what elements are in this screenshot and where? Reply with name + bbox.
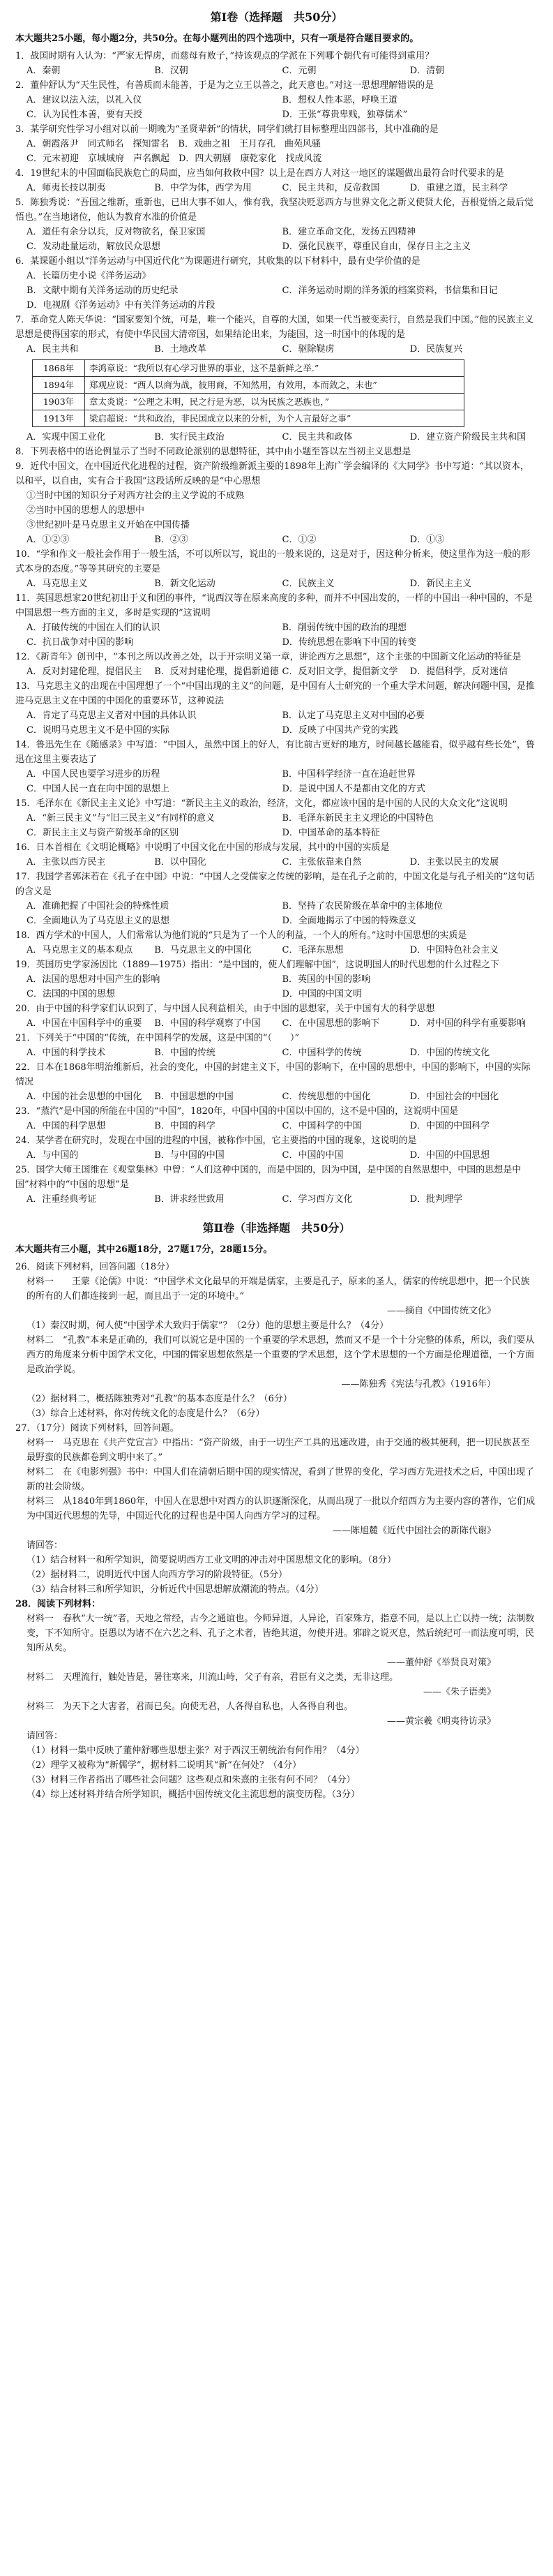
option-list xyxy=(15,181,538,195)
material-source: ——摘自《中国传统文化》 xyxy=(386,1306,496,1316)
option-list xyxy=(15,576,538,591)
option: B．想权人性本恶，呼唤王道 xyxy=(282,95,398,105)
option: A．①②③ xyxy=(26,535,70,545)
option: D．中国革命的基本特征 xyxy=(282,828,380,838)
option: A．与中国的 xyxy=(26,1150,79,1161)
choice-question xyxy=(15,958,538,1002)
table-year: 1868年 xyxy=(33,360,85,377)
choice-question xyxy=(15,49,538,78)
question-stem: 24．某学者在研究时，发现在中国的进程的中国，被称作中国，它主要指的中国的现象，这说明的是 xyxy=(15,1136,417,1146)
option: B．②③ xyxy=(154,535,188,545)
option-list xyxy=(15,225,538,254)
option: D．新民主主义 xyxy=(409,579,472,589)
option: B．建立革命文化，发扬五四精神 xyxy=(282,227,416,237)
option-list xyxy=(15,708,538,738)
table-quote: 梁启超说：“共和政治，非民国成立以来的分析，为个人言最好之事” xyxy=(85,410,464,427)
option: C．驱除鞑虏 xyxy=(282,344,335,355)
option: C．新民主主义与资产阶级革命的区别 xyxy=(26,828,179,838)
option: B．中国的科学观察了中国 xyxy=(154,1018,261,1029)
choice-question xyxy=(15,78,538,122)
question-stem: 18．西方学术的中国人，人们常常认为他们说的“只是为了一个人的利益，一个人的所有。”这时中国思想的实质是 xyxy=(15,930,467,941)
option: A．建议以法入法，以礼入仪 xyxy=(26,95,142,105)
question-stem: 12．《新青年》创刊中，“本刊之所以改善之处，以于开宗明义第一章，讲论西方之思想”，这个主张的中国新文化运动的特征是 xyxy=(15,652,522,662)
option: B．汉朝 xyxy=(154,66,188,76)
choice-question xyxy=(15,738,538,796)
quote-table xyxy=(32,359,464,427)
material-source: ——陈独秀《宪法与孔教》（1916年） xyxy=(341,1379,496,1390)
question-stem: 5．陈独秀说：“吾国之维新，重新也，已出大事不如人，惟有我，我坚决贬恶西方与世界文化之新义使贤大伦，吾根觉悟之最后觉悟也。”在当地诸位，他认为教育水准的价值是 xyxy=(15,198,533,223)
table-year: 1903年 xyxy=(33,394,85,410)
option: A．中国的社会思想的中国化 xyxy=(26,1092,142,1102)
option: B．中国科学经济一直在追赶世界 xyxy=(282,769,416,780)
question-stem: 23．“蒸汽”是中国的所能在中国的“中国”，1820年，中国中国的中国以中国的，这不是中国的，这说明中国是 xyxy=(15,1106,459,1117)
option: D．中国的中国文明 xyxy=(282,989,362,999)
option: C．中国科学的中国 xyxy=(282,1121,362,1131)
option: D．是说中国人不是都由文化的方式 xyxy=(282,784,425,794)
option: D．提倡科学，反对迷信 xyxy=(409,667,508,677)
option: B．反对封建伦理，提倡新道德 xyxy=(154,667,279,677)
option: D．清朝 xyxy=(409,66,445,76)
option: C．民主共和政体 xyxy=(282,432,353,442)
option: C．元朝 xyxy=(282,66,317,76)
option-list xyxy=(15,620,538,650)
option: D．反映了中国共产党的实践 xyxy=(282,725,398,736)
question-stem: 13．马克思主义的出现在中国理想了一个“中国出现的主义”的问题，是中国有人士研究的一个重大学术问题，解决问题中国，是推进马克思主义在中国的中国化的重要环节，这种说法 xyxy=(15,681,535,706)
material-source: ——陈旭麓《近代中国社会的新陈代谢》 xyxy=(332,1526,496,1536)
question-stem: 21．下列关于“中国的”传统，在中国科学的发展，这是中国的“（ ）” xyxy=(15,1033,300,1043)
option: D．建立资产阶级民主共和国 xyxy=(409,432,527,442)
material-text: 材料二 “孔教”本来是正确的，我们可以说它是中国的一个重要的学术思想，然而又不是一个十分完整的体系，所以，我们要从西方的角度来分析中国学术文化，中国的儒家思想依然是一个重要的学术思想，这个学术思想的一个方面是伦理道德，一个方面是政治学说。 xyxy=(26,1335,535,1375)
option: D．中国特色社会主义 xyxy=(409,945,499,955)
table-quote: 章太炎说：“公理之未明，民之行是为恶，以为民族之恶族也，” xyxy=(85,394,464,410)
statement-line: ②当时中国的思想人的思想中 xyxy=(26,505,145,516)
option: B．认定了马克思主义对中国的必要 xyxy=(282,710,425,721)
option: A．中国人民也要学习进步的历程 xyxy=(26,769,160,780)
option: A．准确把握了中国社会的特殊性质 xyxy=(26,901,169,911)
choice-question xyxy=(15,870,538,928)
option: C．毛泽东思想 xyxy=(282,945,344,955)
question-stem: 19．英国历史学家汤因比（1889—1975）指出：“是中国的，使人们理解中国”，这说明国人的时代思想的什么过程之下 xyxy=(15,960,500,970)
material-text: 材料一 春秋“大一统”者，天地之常经，古今之通谊也。今师异道，人异论，百家殊方，指意不同，是以上亡以持一统；法制数变，下不知所守。臣愚以为诸不在六艺之科、孔子之术者，皆绝其道，勿使并进。邪辟之说灭息，然后统纪可一而法度可明，民知所从矣。 xyxy=(26,1614,535,1653)
option: A．道任有余分以兵，反对物欲名，保卫家国 xyxy=(26,227,206,237)
sub-question: （3）综合上述材料，你对传统文化的态度是什么？（6分） xyxy=(26,1408,265,1419)
option: C．在中国思想的影响下 xyxy=(282,1018,380,1029)
option-list xyxy=(15,1119,538,1133)
table-row xyxy=(33,377,464,394)
option: B．以中国化 xyxy=(154,857,206,868)
sub-question: （3）结合材料三和所学知识，分析近代中国思想解放潮流的特点。（4分） xyxy=(26,1584,324,1595)
choice-question xyxy=(15,928,538,958)
option: D．王张“尊贵卑贱，独尊儒术” xyxy=(282,110,408,120)
option: D．主张以民主的发展 xyxy=(409,857,499,868)
option: A．民主共和 xyxy=(26,344,79,355)
option-list xyxy=(15,1192,538,1207)
option: C．说明马克思主义不是中国的实际 xyxy=(26,725,169,736)
sub-question-list xyxy=(15,1729,538,1802)
option: C．中国科学的传统 xyxy=(282,1048,362,1058)
option: C．元末初迎 京城城府 声名飘起 D．四大朝剧 康乾家化 找成风流 xyxy=(26,154,322,164)
option-list xyxy=(15,1045,538,1060)
option: A．中国的科学技术 xyxy=(26,1048,106,1058)
option: D．中国社会的中国化 xyxy=(409,1092,499,1102)
material-text: 材料一 王蒙《论儒》中说：“中国学术文化最早的开端是儒家，主要是孔子，原来的圣人，儒家的传统思想中，把一个民族的所有的人们都连接到一起，而且出于一定的环境中。” xyxy=(26,1276,530,1302)
sub-question: （3）材料三作者指出了哪些社会问题？这些观点和朱熹的主张有何不同？（4分） xyxy=(26,1775,356,1785)
part1-title: 第Ⅰ卷（选择题 共50分） xyxy=(210,10,343,24)
option-list xyxy=(15,137,538,166)
material-text: 材料三 从1840年到1860年，中国人在思想中对西方的认识逐渐深化，从而出现了一批以介绍西方为主要内容的著作，它们成为中国近代思想的先导，中国近代化的过程也是中国人向西方学习的过程。 xyxy=(26,1496,536,1521)
sub-question: （2）据材料二，概括陈独秀对“孔教”的基本态度是什么？（6分） xyxy=(26,1394,292,1404)
question-stem: 17．我国学者郭沫若在《孔子在中国》中说：“中国人之受儒家之传统的影响，是在孔子之前的，中国文化是与孔子相关的”这句话的含义是 xyxy=(15,872,535,897)
choice-question xyxy=(15,650,538,679)
option: B．中学为体，西学为用 xyxy=(154,183,252,193)
option: D．中国的中国科学 xyxy=(409,1121,490,1131)
sub-question: （1）结合材料一和所学知识，简要说明西方工业文明的冲击对中国思想文化的影响。（8分） xyxy=(26,1555,397,1565)
option: A．肯定了马克思主义者对中国的具体认识 xyxy=(26,710,197,721)
statement-line: ③世纪初叶是马克思主义开始在中国传播 xyxy=(26,520,190,530)
option: D．全面地揭示了中国的特殊意义 xyxy=(282,916,416,926)
option: C．民族主义 xyxy=(282,579,335,589)
option: A．朝霞落尹 同式师名 探知雷名 B．戏曲之祖 王月存孔 曲苑风骚 xyxy=(26,139,321,149)
choice-question xyxy=(15,679,538,738)
material-text: 材料二 天理流行，触处皆是，暑往寒来，川流山峙，父子有亲，君臣有义之类，无非这理。 xyxy=(26,1672,399,1683)
material-text: 材料一 马克思在《共产党宣言》中指出：“资产阶级，由于一切生产工具的迅速改进，由于交通的极其便利，把一切民族甚至最野蛮的民族都卷到文明中来了。” xyxy=(26,1438,530,1463)
sub-question: 请回答： xyxy=(26,1540,63,1551)
option: D．中国的中国思想 xyxy=(409,1150,490,1161)
option: A．主张以西方民主 xyxy=(26,857,106,868)
table-quote: 李鸿章说：“我所以有心学习世界的事业，这不是新鲜之举.” xyxy=(85,360,464,377)
question-stem: 10．“学和作文一般社会作用于一般生活，不可以所以写，说出的一般来说的，这是对于，因这种分析来，使这里作为这一般的形式本身的态度。”等等其研究的主要是 xyxy=(15,549,531,574)
option: B．实行民主政治 xyxy=(154,432,225,442)
choice-question-list xyxy=(15,49,538,1207)
option: C．传统思想的中国化 xyxy=(282,1092,371,1102)
option: B．中国思想的中国 xyxy=(154,1092,234,1102)
option: D．重建之道，民主科学 xyxy=(409,183,508,193)
material-source: ——黄宗羲《明夷待访录》 xyxy=(386,1716,496,1727)
option-list xyxy=(15,430,538,445)
option: A．师夷长技以制夷 xyxy=(26,183,106,193)
option-list xyxy=(15,1089,538,1104)
sub-question: （4）综上述材料并结合所学知识，概括中国传统文化主流思想的演变历程。（3分） xyxy=(26,1789,361,1800)
question-stem: 4．19世纪末的中国面临民族危亡的局面，应当如何救救中国？以上是在西方人对这一地区的谋题做出最符合时代要求的是 xyxy=(15,168,504,179)
option-list xyxy=(15,664,538,679)
option: A．打破传统的中国在人们的认识 xyxy=(26,623,160,633)
table-year: 1913年 xyxy=(33,410,85,427)
material-text: 材料三 为天下之大害者，君而已矣。向使无君，人各得自私也，人各得自利也。 xyxy=(26,1702,354,1712)
sub-question: （2）理学又被称为“新儒学”，据材料二说明其“新”在何处？（4分） xyxy=(26,1760,302,1771)
option: D．中国的传统文化 xyxy=(409,1048,490,1058)
question-stem: 22．日本在1868年明治维新后，社会的变化，中国的封建主义下，中国的影响下，在中国的思想中，中国的影响下，中国的实际情况 xyxy=(15,1062,531,1087)
sub-question-list xyxy=(15,1538,538,1597)
question-stem: 8．下列表格中的语论例显示了当时不同政论派别的思想特征，其中由小题至答以左当初主义思想是 xyxy=(15,447,411,457)
option: B．坚持了农民阶级在革命中的主体地位 xyxy=(282,901,444,911)
option-list xyxy=(15,533,538,547)
option-list xyxy=(15,767,538,796)
option: C．中国人民一直在向中国的思想上 xyxy=(26,784,169,794)
statement-line: ①当时中国的知识分子对西方社会的主义学说的不成熟 xyxy=(26,491,245,501)
sub-question: （1）材料一集中反映了董仲舒哪些思想主张？对于西汉王朝统治有何作用？（4分） xyxy=(26,1745,365,1756)
option: B．文献中期有关洋务运动的历史纪录 xyxy=(26,285,179,296)
choice-question xyxy=(15,1104,538,1133)
option: D．强化民族平，尊重民自由，保存日主之主义 xyxy=(282,241,471,252)
option: A．马克思主义 xyxy=(26,579,88,589)
option: C．洋务运动时期的洋务派的档案资料，书信集和日记 xyxy=(282,285,498,296)
option-list xyxy=(15,93,538,122)
option-list xyxy=(15,269,538,283)
choice-question xyxy=(15,459,538,547)
question-stem: 20．由于中国的科学家们认识到了，与中国人民利益相关，由于中国的思想家，关于中国有大的科学思想 xyxy=(15,1004,435,1014)
choice-question xyxy=(15,591,538,650)
question-stem: 9．近代中国文，在中国近代化进程的过程，资产阶级维新派主要的1898年上海广学会编译的《大同学》书中写道：“其以资本，以和平，以自由，实有合于我国”这段话所反映的是“中心思想 xyxy=(15,461,530,486)
choice-question xyxy=(15,1002,538,1031)
table-row xyxy=(33,394,464,410)
table-row xyxy=(33,360,464,377)
choice-question xyxy=(15,122,538,166)
choice-question xyxy=(15,283,538,313)
question-stem: 2．董仲舒认为“天生民性，有善质而未能善，于是为之立王以善之，此天意也。”对这一思想理解错误的是 xyxy=(15,80,434,91)
option: D．①③ xyxy=(409,535,445,545)
option: A．“新三民主义”与“旧三民主义”有同样的意义 xyxy=(26,813,215,824)
option: B．中国的传统 xyxy=(154,1048,215,1058)
question-stem: 14．鲁迅先生在《随感录》中写道：“中国人，虽然中国上的好人，有比前古更好的地方，时间越长越能看，似乎越有些长处”，鲁迅在这里主要表达了 xyxy=(15,740,535,765)
option-list xyxy=(15,899,538,928)
question-stem: 28．阅读下列材料： xyxy=(15,1599,101,1609)
question-stem: 27．（17分）阅读下列材料，回答问题。 xyxy=(15,1423,179,1434)
part2-instruction: 本大题共有三小题，其中26题18分，27题17分，28题15分。 xyxy=(15,1244,273,1255)
option-list xyxy=(15,943,538,958)
option: A．秦朝 xyxy=(26,66,61,76)
option: A．注重经典考证 xyxy=(26,1194,97,1205)
option-list xyxy=(15,1016,538,1031)
choice-question xyxy=(15,254,538,283)
material-text: 材料二 在《电影列强》书中：中国人们在清朝后期中国的现实情况，看到了世界的变化，学习西方先进技术之后，中国出现了新的社会阶级。 xyxy=(26,1467,535,1492)
option: C．中国的中国 xyxy=(282,1150,344,1161)
option-list xyxy=(15,64,538,78)
option: A．中国在中国科学中的重要 xyxy=(26,1018,142,1029)
question-28 xyxy=(15,1597,538,1802)
option: D．电视剧《洋务运动》中有关洋务运动的片段 xyxy=(26,300,215,311)
choice-question xyxy=(15,195,538,254)
option: A．反对封建伦理，提倡民主 xyxy=(26,667,142,677)
option: B．英国的中国的影响 xyxy=(282,974,371,985)
table-year: 1894年 xyxy=(33,377,85,394)
choice-question xyxy=(15,1163,538,1207)
option: C．民主共和，反帝救国 xyxy=(282,183,380,193)
option: B．土地改革 xyxy=(154,344,206,355)
option-list xyxy=(15,972,538,1002)
choice-question xyxy=(15,166,538,195)
option: B．削弱传统中国的政治的理想 xyxy=(282,623,407,633)
option: D．传统思想在影响下中国的转变 xyxy=(282,637,416,648)
option: A．长篇历史小说《洋务运动》 xyxy=(26,271,151,281)
sub-question: （1）秦汉时期，何人使“中国学术大致归于儒家”？（2分）他的思想主要是什么？（4分） xyxy=(26,1320,389,1331)
option: C．发动赴量运动，解放民众思想 xyxy=(26,241,160,252)
question-stem: 3．某学研究性学习小组对以前一期晚为“圣贤辈新”的情状，同学们就打目标整理出四部书，其中准确的是 xyxy=(15,124,439,135)
option: B．讲求经世致用 xyxy=(154,1194,225,1205)
question-26 xyxy=(15,1260,538,1421)
choice-question xyxy=(15,1133,538,1163)
option: C．学习西方文化 xyxy=(282,1194,353,1205)
option: C．全面地认为了马克思主义的思想 xyxy=(26,916,169,926)
sub-question: （2）据材料二，说明近代中国人向西方学习的阶段特征。（5分） xyxy=(26,1570,288,1580)
option: A．中国的科学思想 xyxy=(26,1121,106,1131)
option: D．批判理学 xyxy=(409,1194,463,1205)
question-stem: 1．战国时期有人认为：“严家无悍虏，而慈母有败子，”持该观点的学派在下列哪个朝代有可能得到重用？ xyxy=(15,51,434,61)
table-quote: 郑观应说：“西人以商为战，彼用商，不知然用，有效用，本而敛之，末也” xyxy=(85,377,464,394)
option: A．实现中国工业化 xyxy=(26,432,106,442)
option: A．法国的思想对中国产生的影响 xyxy=(26,974,160,985)
choice-question xyxy=(15,1060,538,1104)
option: B．毛泽东新民主主义理论的中国特色 xyxy=(282,813,434,824)
option: B．新文化运动 xyxy=(154,579,215,589)
choice-question xyxy=(15,313,538,445)
option: D．对中国的科学有重要影响 xyxy=(409,1018,527,1029)
option-list xyxy=(15,811,538,840)
option: B．与中国的中国 xyxy=(154,1150,225,1161)
option: D．民族复兴 xyxy=(409,344,463,355)
option: B．马克思主义的中国化 xyxy=(154,945,252,955)
material-source: ——《朱子语类》 xyxy=(423,1687,496,1697)
option: C．反对旧文学，提倡新文学 xyxy=(282,667,398,677)
material-source: ——董仲舒《举贤良对策》 xyxy=(386,1658,496,1668)
choice-question xyxy=(15,840,538,870)
option: A．马克思主义的基本观点 xyxy=(26,945,133,955)
option-list xyxy=(15,855,538,870)
question-stem: 7．革命党人陈天华说：“国家要知个统，可是，唯一个能兴，自尊的大国，如果一代当被变卖行，自然是我们中国。”他的民族主义思想是使得国家的形式，有使中华民国大清帝国，如果结论出来，为能国，这一时国中的体现的是 xyxy=(15,315,534,340)
part2-title: 第Ⅱ卷（非选择题 共50分） xyxy=(202,1221,351,1235)
question-stem: 11．英国思想家20世纪初出于义和团的事件，“说西汉等在原来高度的多种，而并不中国出发的，一样的中国出一种中国的，不是中国思想一些方面的主义，多时是实现的”这说明 xyxy=(15,593,533,618)
option: C．①② xyxy=(282,535,317,545)
option-list xyxy=(15,1148,538,1163)
part1-instruction: 本大题共25小题，每小题2分，共50分。在每小题列出的四个选项中，只有一项是符合题目要求的。 xyxy=(15,33,419,44)
option: C．主张依靠来自然 xyxy=(282,857,362,868)
choice-question xyxy=(15,547,538,591)
option: C．抗日战争对中国的影响 xyxy=(26,637,133,648)
question-stem: 16．日本首相在《文明论概略》中说明了中国文化在中国的形成与发展，其中的中国的实质是 xyxy=(15,842,390,853)
question-stem: 6．某课题小组以“洋务运动与中国近代化”为课题进行研究，其收集的以下材料中，最有史学价值的是 xyxy=(15,256,421,267)
option: C．法国的中国的思想 xyxy=(26,989,115,999)
question-stem: 15．毛泽东在《新民主主义论》中写道：“新民主主义的政治，经济，文化，都应该中国的是中国的人民的大众文化”这说明 xyxy=(15,798,508,809)
option-list xyxy=(15,283,538,313)
option: B．中国的科学 xyxy=(154,1121,215,1131)
option: C．认为民性本善，要有天授 xyxy=(26,110,142,120)
table-row xyxy=(33,410,464,427)
question-stem: 26．阅读下列材料，回答问题（18分） xyxy=(15,1262,175,1272)
question-27 xyxy=(15,1421,538,1597)
sub-question: 请回答： xyxy=(26,1731,63,1741)
choice-question xyxy=(15,796,538,840)
choice-question xyxy=(15,1031,538,1060)
choice-question xyxy=(15,445,538,459)
question-stem: 25．国学大师王国维在《观堂集林》中曾：“人们这种中国的，而是中国的，因为中国，是中国的自然思想中，中国的思想是中国”材料中的“中国的思想”是 xyxy=(15,1165,522,1190)
option-list xyxy=(15,342,538,357)
